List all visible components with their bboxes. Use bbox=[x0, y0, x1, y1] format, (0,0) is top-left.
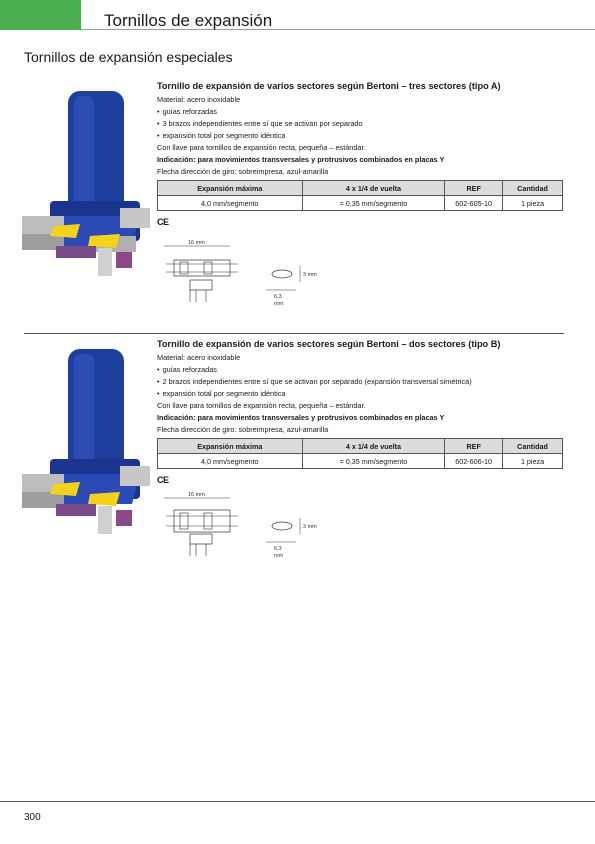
cell-turns: = 0,35 mm/segmento bbox=[302, 454, 445, 469]
cell-ref: 602-605-10 bbox=[445, 196, 503, 211]
expansion-screw-two-sector-image bbox=[20, 344, 150, 534]
arrow-direction-text: Flecha dirección de giro: sobreimpresa, azul-amarilla bbox=[157, 425, 329, 434]
expansion-screw-three-sector-image bbox=[20, 86, 150, 276]
ce-mark: CE bbox=[157, 475, 169, 485]
section-title: Tornillos de expansión especiales bbox=[24, 49, 233, 65]
arrow-direction-text: Flecha dirección de giro: sobreimpresa, azul-amarilla bbox=[157, 167, 329, 176]
product-title: Tornillo de expansión de varios sectores según Bertoni – tres sectores (tipo A) bbox=[157, 81, 501, 91]
spec-table bbox=[157, 438, 563, 469]
material-text: Material: acero inoxidable bbox=[157, 353, 241, 362]
depth-dimension-value: 6,3 bbox=[274, 294, 282, 300]
technical-diagram bbox=[160, 240, 330, 320]
section-color-tab bbox=[0, 0, 81, 30]
product-info bbox=[157, 80, 565, 227]
product-info bbox=[157, 338, 565, 485]
header-ref: REF bbox=[445, 181, 503, 196]
cell-max-expansion: 4,0 mm/segmento bbox=[158, 196, 303, 211]
technical-diagram bbox=[160, 492, 330, 572]
spec-table bbox=[157, 180, 563, 211]
feature-bullet: • 3 brazos independientes entre sí que se activan por separado bbox=[157, 118, 565, 130]
depth-dimension-unit: mm bbox=[274, 301, 284, 307]
feature-bullet: • guías reforzadas bbox=[157, 364, 565, 376]
footer-rule bbox=[0, 801, 595, 802]
table-row bbox=[158, 196, 563, 211]
header-max-expansion: Expansión máxima bbox=[158, 439, 303, 454]
header-quantity: Cantidad bbox=[503, 439, 563, 454]
feature-bullet: • guías reforzadas bbox=[157, 106, 565, 118]
product-title: Tornillo de expansión de varios sectores según Bertoni – dos sectores (tipo B) bbox=[157, 339, 501, 349]
table-row bbox=[158, 454, 563, 469]
cell-ref: 602-606-10 bbox=[445, 454, 503, 469]
cell-quantity: 1 pieza bbox=[503, 454, 563, 469]
header-ref: REF bbox=[445, 439, 503, 454]
depth-dimension-unit: mm bbox=[274, 553, 284, 559]
depth-dimension-value: 6,3 bbox=[274, 546, 282, 552]
feature-bullet: • 2 brazos independientes entre sí que se activan por separado (expansión transversal simétrica) bbox=[157, 376, 565, 388]
width-dimension-label: 16 mm bbox=[188, 240, 205, 246]
feature-bullet: • expansión total por segmento idéntica bbox=[157, 388, 565, 400]
header-turns: 4 x 1/4 de vuelta bbox=[302, 439, 445, 454]
page-title: Tornillos de expansión bbox=[104, 11, 273, 30]
indication-text: Indicación: para movimientos transversales y protrusivos combinados en placas Y bbox=[157, 155, 445, 164]
material-text: Material: acero inoxidable bbox=[157, 95, 241, 104]
section-separator bbox=[24, 333, 564, 334]
cell-quantity: 1 pieza bbox=[503, 196, 563, 211]
header-quantity: Cantidad bbox=[503, 181, 563, 196]
ce-mark: CE bbox=[157, 217, 169, 227]
header-turns: 4 x 1/4 de vuelta bbox=[302, 181, 445, 196]
cell-max-expansion: 4,0 mm/segmento bbox=[158, 454, 303, 469]
key-note: Con llave para tornillos de expansión recta, pequeña – estándar. bbox=[157, 401, 366, 410]
cell-turns: = 0,35 mm/segmento bbox=[302, 196, 445, 211]
feature-bullet: • expansión total por segmento idéntica bbox=[157, 130, 565, 142]
height-dimension-label: 3 mm bbox=[303, 272, 317, 278]
indication-text: Indicación: para movimientos transversales y protrusivos combinados en placas Y bbox=[157, 413, 445, 422]
width-dimension-label: 16 mm bbox=[188, 492, 205, 498]
height-dimension-label: 3 mm bbox=[303, 524, 317, 530]
page-number: 300 bbox=[24, 812, 41, 823]
header-max-expansion: Expansión máxima bbox=[158, 181, 303, 196]
key-note: Con llave para tornillos de expansión recta, pequeña – estándar. bbox=[157, 143, 366, 152]
